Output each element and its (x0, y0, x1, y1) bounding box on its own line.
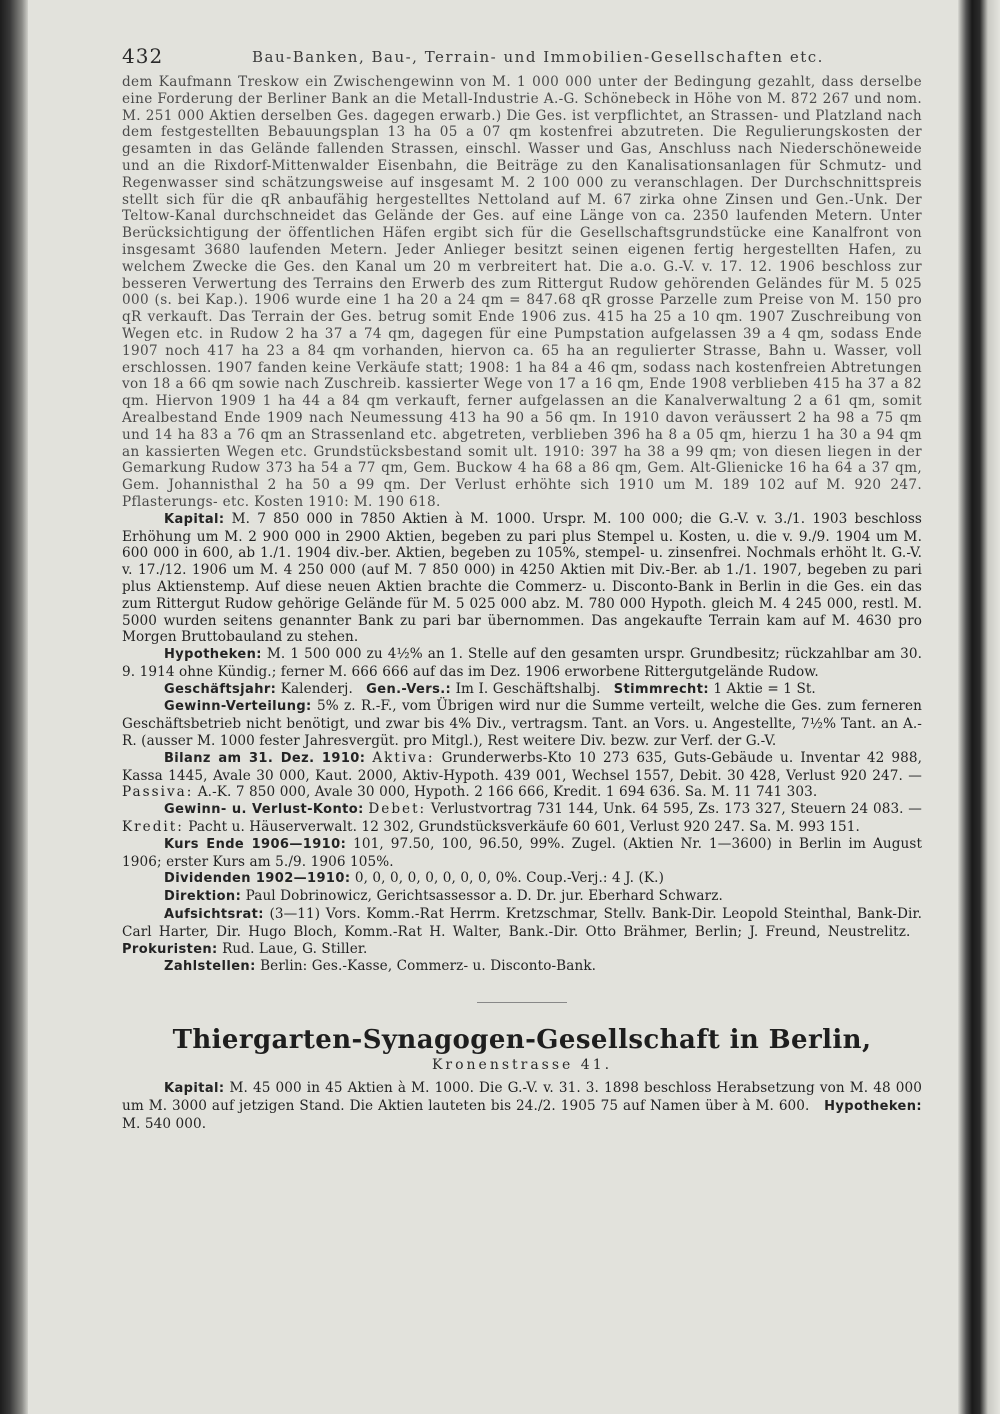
entry-text: Grunderwerbs-Kto 10 273 635, Guts-Gebäude u. Inventar 42 988, Kassa 1445, Avale 30 000, Kaut. 2000, Aktiv-Hypoth. 439 001, Wechsel 1557, Debit. 30 428, Verlust 920 247. — (122, 749, 922, 784)
entry-kurs (122, 836, 922, 871)
entry-sublabel: Debet: (368, 801, 427, 818)
entry-text: A.-K. 7 850 000, Avale 30 000, Hypoth. 2 166 666, Kredit. 1 694 636. Sa. M. 11 741 303. (197, 784, 818, 801)
entry-text: Paul Dobrinowicz, Gerichtsassessor a. D. Dr. jur. Eberhard Schwarz. (245, 888, 723, 905)
section-divider (477, 1002, 567, 1003)
entry-text: Verlustvortrag 731 144, Unk. 64 595, Zs. 173 327, Steuern 24 083. — (430, 801, 922, 818)
entry-next-kapital (122, 1080, 922, 1132)
entry-text: 101, 97.50, 100, 96.50, 99%. Zugel. (Aktien Nr. 1—3600) in Berlin im August 1906; erster Kurs am 5./9. 1906 105%. (122, 835, 923, 870)
entry-text: M. 1 500 000 zu 4½% an 1. Stelle auf den gesamten urspr. Grundbesitz; rückzahlbar am 30. 9. 1914 ohne Kündig.; ferner M. 666 666 auf das im Dez. 1906 erworbene Rittergutgelände Rudow. (122, 646, 922, 680)
company-title: Thiergarten-Synagogen-Gesellschaft in Berlin, (172, 1025, 872, 1056)
entry-sublabel: Aktiva: (372, 749, 435, 766)
entry-kapital (122, 511, 922, 646)
entry-aufsichtsrat (122, 906, 922, 958)
entry-geschaeftsjahr (122, 681, 922, 699)
entry-text: (3—11) Vors. Komm.-Rat Herrm. Kretzschmar, Stellv. Bank-Dir. Leopold Steinthal, Bank-Dir. Carl Harter, Dir. Hugo Bloch, Komm.-Rat H. Walter, Bank.-Dir. Otto Brähmer, Berlin; J. Freund, Neustrelitz. (122, 906, 922, 940)
entry-text: Im I. Geschäftshalbj. (455, 680, 601, 697)
entry-text: 5% z. R.-F., vom Übrigen wird nur die Summe verteilt, welche die Ges. zum ferneren Geschäftsbetrieb nicht benötigt, und zwar bis 4% Div., vertragsm. Tant. an Vors. u. Angestellte, 7½% Tant. an A.-R. (ausser M. 1000 fester Jahresvergüt. pro Mitgl.), Rest weitere Div. bezw. zur Verf. der G.-V. (122, 698, 923, 750)
entry-label: Kapital: (164, 511, 225, 527)
entry-text: M. 540 000. (122, 1115, 207, 1132)
entry-zahlstellen (122, 958, 922, 976)
entry-label: Kurs Ende 1906—1910: (164, 836, 347, 852)
continuation-paragraph: dem Kaufmann Treskow ein Zwischengewinn von M. 1 000 000 unter der Bedingung gezahlt, dass derselbe eine Forderung der Berliner Bank an die Metall-Industrie A.-G. Schönebeck in Höhe von M. 872 267 und nom. M. 251 000 Aktien derselben Ges. dagegen erwarb.) Die Ges. ist verpflichtet, an Strassen- und Platzland nach dem festgestellten Bebauungsplan 13 ha 05 a 07 qm kostenfrei abzutreten. Die Regulierungskosten der gesamten in das Gelände fallenden Strassen, einschl. Wasser und Gas, Anschluss nach Niederschöneweide und an die Rixdorf-Mittenwalder Eisenbahn, die Beiträge zu den Kanalisationsanlagen für Schmutz- und Regenwasser sind schätzungsweise auf insgesamt M. 2 100 000 zu veranschlagen. Der Durchschnittspreis stellt sich für die qR anbaufähig hergestelltes Nettoland auf M. 67 zirka ohne Zinsen und Gen.-Unk. Der Teltow-Kanal durchschneidet das Gelände der Ges. auf eine Länge von ca. 2350 laufenden Metern. Unter Berücksichtigung der öffentlichen Häfen ergibt sich für die Gesellschaftsgrundstücke eine Kanalfront von insgesamt 3680 laufenden Metern. Jeder Anlieger besitzt seinen eigenen fertig hergestellten Hafen, zu welchem Zwecke die Ges. den Kanal um 20 m verbreitert hat. Die a.o. G.-V. v. 17. 12. 1906 beschloss zur besseren Verwertung des Terrains den Erwerb des zum Rittergut Rudow gehörenden Geländes für M. 5 025 000 (s. bei Kap.). 1906 wurde eine 1 ha 20 a 24 qm = 847.68 qR grosse Parzelle zum Preise von M. 150 pro qR verkauft. Das Terrain der Ges. betrug somit Ende 1906 zus. 415 ha 25 a 10 qm. 1907 Zuschreibung von Wegen etc. in Rudow 2 ha 37 a 74 qm, dagegen für eine Pumpstation aufgelassen 39 a 4 qm, sodass Ende 1907 noch 417 ha 23 a 84 qm vorhanden, hiervon ca. 65 ha an regulierter Strasse, Bahn u. Wasser, voll erschlossen. 1907 fanden keine Verkäufe statt; 1908: 1 ha 84 a 46 qm, sodass nach kostenfreien Abtretungen von 18 a 66 qm sowie nach Zuschreib. kassierter Wege von 17 a 16 qm, Ende 1908 verblieben 415 ha 37 a 82 qm. Hiervon 1909 1 ha 44 a 84 qm verkauft, ferner aufgelassen an die Kanalverwaltung 2 a 61 qm, somit Arealbestand Ende 1909 nach Neumessung 413 ha 90 a 56 qm. In 1910 davon veräussert 2 ha 98 a 75 qm und 14 ha 83 a 76 qm an Strassenland etc. abgetreten, verblieben 396 ha 8 a 05 qm, hierzu 1 ha 30 a 94 qm an kassierten Wegen etc. Grundstücksbestand somit ult. 1910: 397 ha 38 a 99 qm; von diesen liegen in der Gemarkung Rudow 373 ha 54 a 77 qm, Gem. Buckow 4 ha 68 a 86 qm, Gem. Alt-Glienicke 16 ha 64 a 37 qm, Gem. Johannisthal 2 ha 50 a 99 qm. Der Verlust erhöhte sich 1910 um M. 189 102 auf M. 920 247. Pflasterungs- etc. Kosten 1910: M. 190 618. (122, 74, 922, 510)
entry-dividenden (122, 870, 922, 888)
entry-label: Dividenden 1902—1910: (164, 871, 351, 887)
entry-label: Gen.-Vers.: (366, 681, 452, 697)
scan-binding-shadow-left (0, 0, 28, 1414)
company-address: Kronenstrasse 41. (431, 1057, 613, 1074)
entry-label: Kapital: (164, 1081, 225, 1097)
entry-text: M. 7 850 000 in 7850 Aktien à M. 1000. Urspr. M. 100 000; die G.-V. v. 3./1. 1903 beschloss Erhöhung um M. 2 900 000 in 2900 Aktien, begeben zu pari plus Stempel u. Kosten, u. die v. 9./9. 1904 um M. 600 000 in 600, ab 1./1. 1904 div.-ber. Aktien, begeben zu 105%, stempel- u. zinsenfrei. Nochmals erhöht lt. G.-V. v. 17./12. 1906 um M. 4 250 000 (auf M. 7 850 000) in 4250 Aktien mit Div.-Ber. ab 1./1. 1907, begeben zu pari plus Aktienstemp. Auf diese neuen Aktien brachte die Commerz- u. Disconto-Bank in Berlin in die Ges. ein das zum Rittergut Rudow gehörige Gelände für M. 5 025 000 abz. M. 780 000 Hypoth. gleich M. 4 245 000, restl. M. 5000 wurden seitens genannter Bank zu pari bar übernommen. Das angekaufte Terrain kam auf M. 4630 pro Morgen Bruttobauland zu stehen. (122, 510, 922, 646)
entry-text: Pacht u. Häuserverwalt. 12 302, Grundstücksverkäufe 60 601, Verlust 920 247. Sa. M. 993 151. (188, 819, 860, 836)
entry-label: Bilanz am 31. Dez. 1910: (164, 750, 366, 766)
entry-label: Zahlstellen: (164, 959, 256, 975)
entry-direktion (122, 888, 922, 906)
entry-gewinn-verlust-konto (122, 801, 922, 836)
scan-facing-page-edge (958, 0, 1000, 1414)
entry-text: M. 45 000 in 45 Aktien à M. 1000. Die G.-V. v. 31. 3. 1898 beschloss Herabsetzung von M. 48 000 um M. 3000 auf jetzigen Stand. Die Aktien lauteten bis 24./2. 1905 75 auf Namen über à M. 600. (122, 1080, 923, 1114)
entry-text: Kalenderj. (280, 680, 353, 697)
entry-bilanz (122, 750, 922, 801)
entry-text: Berlin: Ges.-Kasse, Commerz- u. Disconto-Bank. (260, 958, 597, 975)
entry-label: Hypotheken: (164, 647, 262, 663)
entry-label: Gewinn-Verteilung: (164, 699, 312, 715)
entry-text: Rud. Laue, G. Stiller. (222, 940, 368, 957)
page-body (122, 74, 922, 1132)
entry-label: Direktion: (164, 889, 242, 905)
entry-label: Stimmrecht: (613, 681, 709, 697)
entry-text: 0, 0, 0, 0, 0, 0, 0, 0, 0%. Coup.-Verj.: 4 J. (K.) (354, 870, 664, 887)
entry-sublabel: Kredit: (122, 819, 184, 836)
book-page (122, 40, 922, 1132)
page-number: 432 (122, 44, 164, 68)
entry-text: 1 Aktie = 1 St. (713, 680, 816, 697)
entry-label: Geschäftsjahr: (164, 681, 277, 697)
entry-label: Gewinn- u. Verlust-Konto: (164, 802, 364, 818)
entry-label: Hypotheken: (824, 1098, 922, 1114)
entry-label: Aufsichtsrat: (164, 907, 264, 923)
entry-hypotheken (122, 646, 922, 681)
running-head: Bau-Banken, Bau-, Terrain- und Immobilien-Gesellschaften etc. (252, 48, 824, 66)
entry-gewinn-verteilung (122, 698, 922, 749)
entry-label: Prokuristen: (122, 941, 218, 957)
entry-sublabel: Passiva: (122, 784, 194, 801)
page-header (122, 40, 922, 74)
